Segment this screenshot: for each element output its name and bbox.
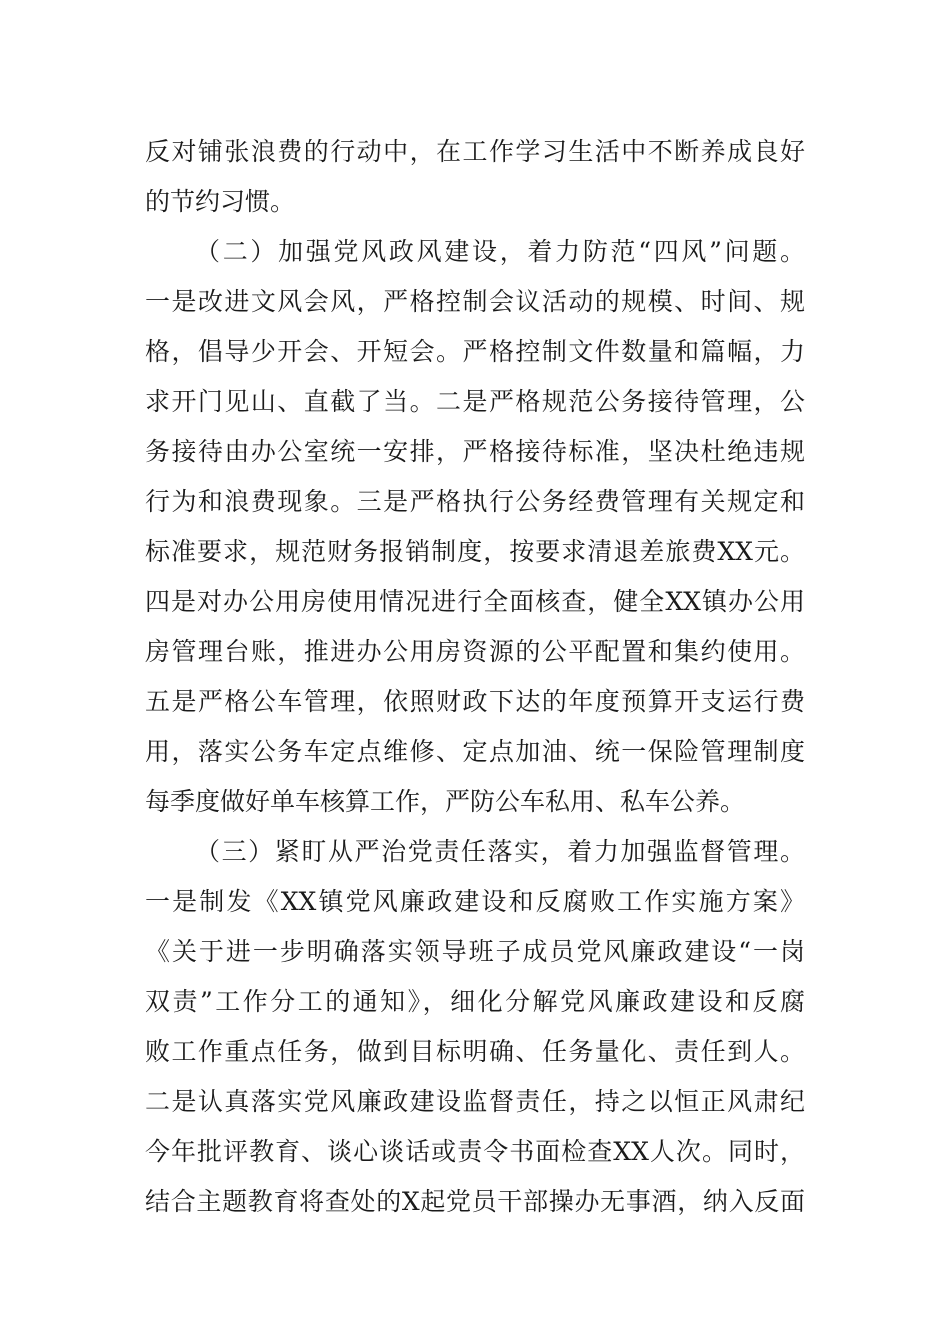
text-line: 四是对办公用房使用情况进行全面核查，健全XX镇办公用 bbox=[145, 587, 805, 616]
text-line: 房管理台账，推进办公用房资源的公平配置和集约使用。 bbox=[145, 637, 805, 666]
text-line: 一是制发《XX镇党风廉政建设和反腐败工作实施方案》 bbox=[145, 887, 805, 916]
text-line: 的节约习惯。 bbox=[145, 187, 296, 216]
text-line: 求开门见山、直截了当。二是严格规范公务接待管理，公 bbox=[145, 387, 805, 416]
text-line: 双责”工作分工的通知》，细化分解党风廉政建设和反腐 bbox=[145, 987, 805, 1016]
text-line: 一是改进文风会风，严格控制会议活动的规模、时间、规 bbox=[145, 287, 805, 316]
text-line: 每季度做好单车核算工作，严防公车私用、私车公养。 bbox=[145, 787, 746, 816]
text-line: 《关于进一步明确落实领导班子成员党风廉政建设“一岗 bbox=[145, 937, 805, 966]
text-line: 今年批评教育、谈心谈话或责令书面检查XX人次。同时， bbox=[145, 1137, 805, 1166]
text-line: 五是严格公车管理，依照财政下达的年度预算开支运行费 bbox=[145, 687, 805, 716]
text-line: 格，倡导少开会、开短会。严格控制文件数量和篇幅，力 bbox=[145, 337, 805, 366]
text-line: 反对铺张浪费的行动中，在工作学习生活中不断养成良好 bbox=[145, 137, 805, 166]
section-heading: （三）紧盯从严治党责任落实，着力加强监督管理。 bbox=[195, 837, 805, 866]
text-line: 用，落实公务车定点维修、定点加油、统一保险管理制度 bbox=[145, 737, 805, 766]
text-line: 标准要求，规范财务报销制度，按要求清退差旅费XX元。 bbox=[145, 537, 805, 566]
text-line: 务接待由办公室统一安排，严格接待标准，坚决杜绝违规 bbox=[145, 437, 805, 466]
text-line: 败工作重点任务，做到目标明确、任务量化、责任到人。 bbox=[145, 1037, 805, 1066]
text-line: 结合主题教育将查处的X起党员干部操办无事酒，纳入反面 bbox=[145, 1187, 805, 1216]
text-line: 二是认真落实党风廉政建设监督责任，持之以恒正风肃纪 bbox=[145, 1087, 805, 1116]
text-line: 行为和浪费现象。三是严格执行公务经费管理有关规定和 bbox=[145, 487, 805, 516]
section-heading: （二）加强党风政风建设，着力防范“四风”问题。 bbox=[195, 237, 805, 266]
